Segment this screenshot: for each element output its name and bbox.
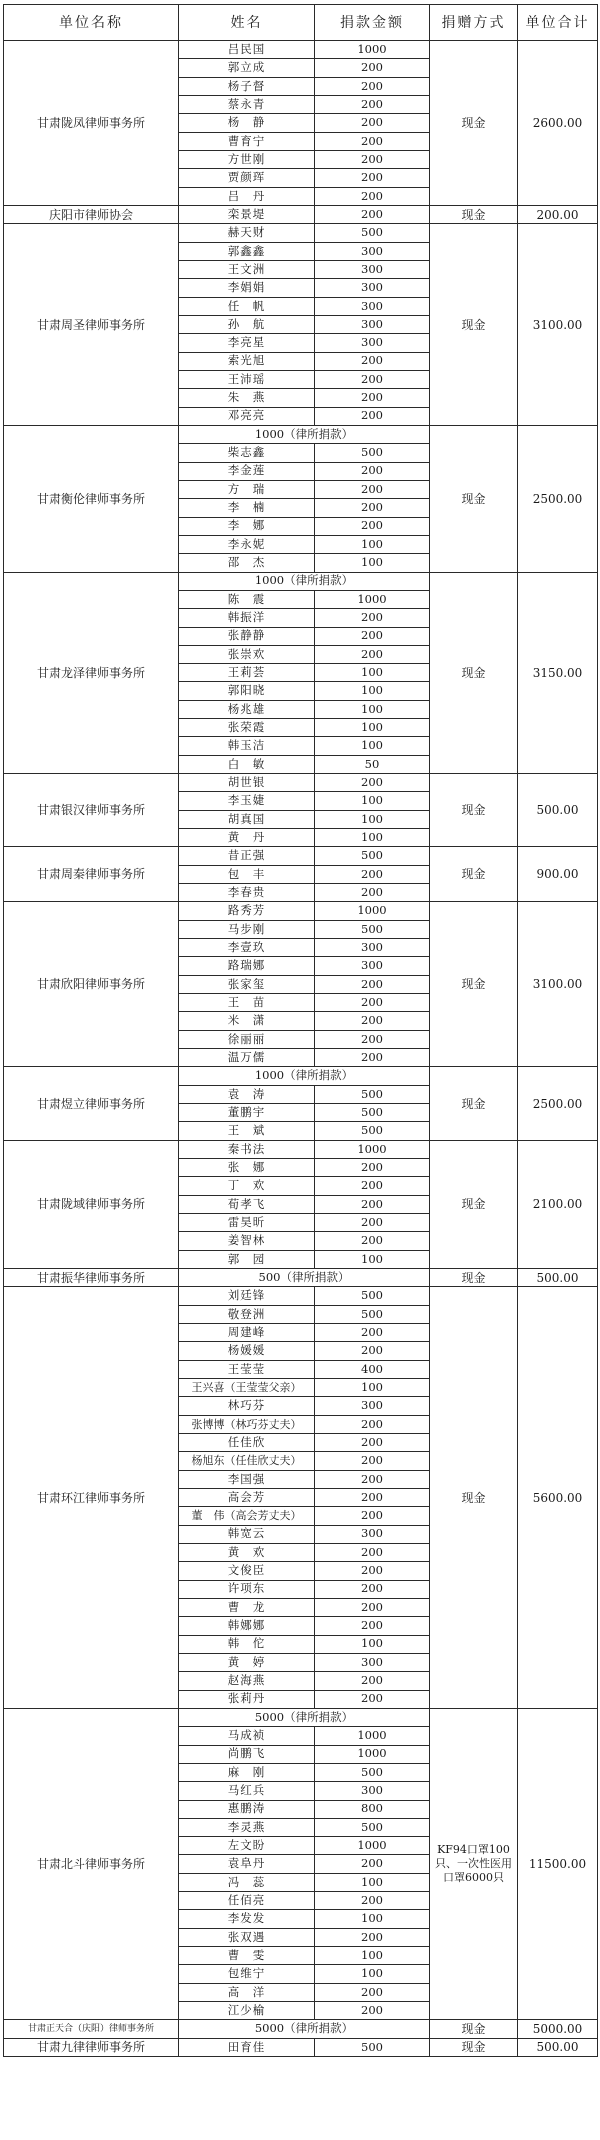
amount-cell: 500 — [315, 1085, 430, 1103]
header-unit-name: 单位名称 — [4, 5, 179, 41]
amount-cell: 200 — [315, 645, 430, 663]
header-row — [4, 5, 598, 41]
amount-cell: 300 — [315, 297, 430, 315]
amount-cell: 200 — [315, 1452, 430, 1470]
person-name-cell: 马步刚 — [179, 920, 315, 938]
table-row — [4, 41, 598, 59]
unit-name-cell: 甘肃陇域律师事务所 — [4, 1140, 179, 1268]
amount-cell: 500 — [315, 1305, 430, 1323]
amount-cell: 200 — [315, 407, 430, 425]
person-name-cell: 秦书法 — [179, 1140, 315, 1158]
amount-cell: 200 — [315, 1195, 430, 1213]
person-name-cell: 惠鹏涛 — [179, 1800, 315, 1818]
amount-cell: 200 — [315, 389, 430, 407]
person-name-cell: 王 苗 — [179, 994, 315, 1012]
amount-cell: 500 — [315, 2038, 430, 2056]
unit-total-cell: 2100.00 — [518, 1140, 598, 1268]
person-name-cell: 林巧芬 — [179, 1397, 315, 1415]
person-name-cell: 董 伟（高会芳丈夫） — [179, 1507, 315, 1525]
amount-cell: 100 — [315, 554, 430, 572]
table-row — [4, 1067, 598, 1085]
header-unit-total: 单位合计 — [518, 5, 598, 41]
person-name-cell: 黄 婷 — [179, 1653, 315, 1671]
amount-cell: 200 — [315, 1928, 430, 1946]
person-name-cell: 文俊臣 — [179, 1562, 315, 1580]
donation-sheet — [3, 4, 597, 2057]
amount-cell: 200 — [315, 187, 430, 205]
person-name-cell: 李壹玖 — [179, 939, 315, 957]
table-row — [4, 2038, 598, 2056]
donation-method-cell: 现金 — [430, 2038, 518, 2056]
person-name-cell: 张 娜 — [179, 1159, 315, 1177]
amount-cell: 200 — [315, 1433, 430, 1451]
amount-cell: 100 — [315, 737, 430, 755]
amount-cell: 400 — [315, 1360, 430, 1378]
amount-cell: 300 — [315, 1525, 430, 1543]
person-name-cell: 张荣霞 — [179, 719, 315, 737]
amount-cell: 200 — [315, 1342, 430, 1360]
person-name-cell: 韩 佗 — [179, 1635, 315, 1653]
donation-method-cell: 现金 — [430, 572, 518, 774]
firm-donation-cell: 5000（律所捐款） — [179, 1708, 430, 1726]
person-name-cell: 韩振洋 — [179, 609, 315, 627]
amount-cell: 200 — [315, 1983, 430, 2001]
amount-cell: 300 — [315, 315, 430, 333]
person-name-cell: 杨媛媛 — [179, 1342, 315, 1360]
person-name-cell: 李娟娟 — [179, 279, 315, 297]
amount-cell: 200 — [315, 1855, 430, 1873]
amount-cell: 300 — [315, 334, 430, 352]
amount-cell: 300 — [315, 1782, 430, 1800]
unit-name-cell: 甘肃龙泽律师事务所 — [4, 572, 179, 774]
person-name-cell: 温万儒 — [179, 1049, 315, 1067]
person-name-cell: 韩玉洁 — [179, 737, 315, 755]
person-name-cell: 李灵燕 — [179, 1818, 315, 1836]
unit-name-cell: 甘肃正天合（庆阳）律师事务所 — [4, 2020, 179, 2038]
donation-method-cell: 现金 — [430, 2020, 518, 2038]
amount-cell: 200 — [315, 994, 430, 1012]
person-name-cell: 许项东 — [179, 1580, 315, 1598]
person-name-cell: 郭立成 — [179, 59, 315, 77]
amount-cell: 100 — [315, 1947, 430, 1965]
unit-name-cell: 甘肃九律律师事务所 — [4, 2038, 179, 2056]
table-body — [4, 41, 598, 2057]
person-name-cell: 路秀芳 — [179, 902, 315, 920]
person-name-cell: 韩娜娜 — [179, 1617, 315, 1635]
amount-cell: 1000 — [315, 902, 430, 920]
amount-cell: 500 — [315, 920, 430, 938]
person-name-cell: 黄 丹 — [179, 829, 315, 847]
person-name-cell: 任佳欣 — [179, 1433, 315, 1451]
table-row — [4, 1140, 598, 1158]
unit-name-cell: 甘肃周圣律师事务所 — [4, 224, 179, 426]
person-name-cell: 袁阜丹 — [179, 1855, 315, 1873]
person-name-cell: 周建峰 — [179, 1323, 315, 1341]
amount-cell: 300 — [315, 939, 430, 957]
person-name-cell: 王 斌 — [179, 1122, 315, 1140]
amount-cell: 100 — [315, 719, 430, 737]
amount-cell: 200 — [315, 1030, 430, 1048]
person-name-cell: 郭阳晓 — [179, 682, 315, 700]
person-name-cell: 田育佳 — [179, 2038, 315, 2056]
person-name-cell: 米 潇 — [179, 1012, 315, 1030]
unit-total-cell: 200.00 — [518, 205, 598, 223]
person-name-cell: 柴志鑫 — [179, 444, 315, 462]
firm-donation-cell: 500（律所捐款） — [179, 1268, 430, 1286]
person-name-cell: 吕民国 — [179, 41, 315, 59]
person-name-cell: 王文洲 — [179, 260, 315, 278]
amount-cell: 100 — [315, 700, 430, 718]
person-name-cell: 昔正强 — [179, 847, 315, 865]
table-row — [4, 1287, 598, 1305]
person-name-cell: 邵 杰 — [179, 554, 315, 572]
table-row — [4, 902, 598, 920]
person-name-cell: 江少榆 — [179, 2002, 315, 2020]
person-name-cell: 陈 震 — [179, 590, 315, 608]
amount-cell: 200 — [315, 499, 430, 517]
amount-cell: 300 — [315, 1397, 430, 1415]
donation-method-cell: 现金 — [430, 425, 518, 572]
table-row — [4, 572, 598, 590]
person-name-cell: 包维宁 — [179, 1965, 315, 1983]
person-name-cell: 朱 燕 — [179, 389, 315, 407]
person-name-cell: 张崇欢 — [179, 645, 315, 663]
donation-method-cell: 现金 — [430, 1287, 518, 1709]
person-name-cell: 敬登洲 — [179, 1305, 315, 1323]
donation-method-cell: 现金 — [430, 1140, 518, 1268]
person-name-cell: 贾颜珲 — [179, 169, 315, 187]
amount-cell: 200 — [315, 1159, 430, 1177]
person-name-cell: 包 丰 — [179, 865, 315, 883]
unit-name-cell: 甘肃北斗律师事务所 — [4, 1708, 179, 2020]
person-name-cell: 李永妮 — [179, 535, 315, 553]
person-name-cell: 杨子督 — [179, 77, 315, 95]
unit-name-cell: 庆阳市律师协会 — [4, 205, 179, 223]
amount-cell: 300 — [315, 260, 430, 278]
donation-method-cell: 现金 — [430, 774, 518, 847]
amount-cell: 200 — [315, 1617, 430, 1635]
amount-cell: 1000 — [315, 1837, 430, 1855]
amount-cell: 200 — [315, 1323, 430, 1341]
amount-cell: 200 — [315, 1470, 430, 1488]
person-name-cell: 刘廷锋 — [179, 1287, 315, 1305]
amount-cell: 1000 — [315, 1140, 430, 1158]
amount-cell: 200 — [315, 865, 430, 883]
person-name-cell: 李发发 — [179, 1910, 315, 1928]
amount-cell: 200 — [315, 114, 430, 132]
amount-cell: 300 — [315, 1653, 430, 1671]
person-name-cell: 张双遇 — [179, 1928, 315, 1946]
unit-name-cell: 甘肃欣阳律师事务所 — [4, 902, 179, 1067]
donation-method-cell: 现金 — [430, 902, 518, 1067]
person-name-cell: 李国强 — [179, 1470, 315, 1488]
amount-cell: 200 — [315, 1415, 430, 1433]
donation-method-cell: 现金 — [430, 224, 518, 426]
unit-total-cell: 900.00 — [518, 847, 598, 902]
firm-donation-cell: 1000（律所捐款） — [179, 572, 430, 590]
person-name-cell: 胡真国 — [179, 810, 315, 828]
amount-cell: 200 — [315, 370, 430, 388]
person-name-cell: 高 洋 — [179, 1983, 315, 2001]
person-name-cell: 韩宽云 — [179, 1525, 315, 1543]
amount-cell: 100 — [315, 1378, 430, 1396]
table-row — [4, 774, 598, 792]
amount-cell: 200 — [315, 95, 430, 113]
person-name-cell: 任 帆 — [179, 297, 315, 315]
firm-donation-cell: 5000（律所捐款） — [179, 2020, 430, 2038]
amount-cell: 200 — [315, 1232, 430, 1250]
amount-cell: 200 — [315, 480, 430, 498]
amount-cell: 200 — [315, 1012, 430, 1030]
person-name-cell: 郭 园 — [179, 1250, 315, 1268]
amount-cell: 500 — [315, 847, 430, 865]
person-name-cell: 郭鑫鑫 — [179, 242, 315, 260]
amount-cell: 200 — [315, 1507, 430, 1525]
amount-cell: 200 — [315, 1177, 430, 1195]
amount-cell: 50 — [315, 755, 430, 773]
amount-cell: 1000 — [315, 590, 430, 608]
amount-cell: 100 — [315, 810, 430, 828]
amount-cell: 100 — [315, 792, 430, 810]
amount-cell: 200 — [315, 1598, 430, 1616]
table-row — [4, 425, 598, 443]
person-name-cell: 张家玺 — [179, 975, 315, 993]
person-name-cell: 李玉婕 — [179, 792, 315, 810]
person-name-cell: 董鹏宇 — [179, 1104, 315, 1122]
amount-cell: 200 — [315, 627, 430, 645]
amount-cell: 500 — [315, 1104, 430, 1122]
person-name-cell: 丁 欢 — [179, 1177, 315, 1195]
amount-cell: 1000 — [315, 1745, 430, 1763]
amount-cell: 300 — [315, 242, 430, 260]
table-row — [4, 224, 598, 242]
person-name-cell: 邓亮亮 — [179, 407, 315, 425]
amount-cell: 200 — [315, 205, 430, 223]
amount-cell: 200 — [315, 150, 430, 168]
person-name-cell: 高会芳 — [179, 1488, 315, 1506]
person-name-cell: 吕 丹 — [179, 187, 315, 205]
person-name-cell: 冯 蕊 — [179, 1873, 315, 1891]
person-name-cell: 马成祯 — [179, 1727, 315, 1745]
amount-cell: 200 — [315, 77, 430, 95]
person-name-cell: 王莹莹 — [179, 1360, 315, 1378]
person-name-cell: 索光旭 — [179, 352, 315, 370]
amount-cell: 200 — [315, 1892, 430, 1910]
amount-cell: 100 — [315, 682, 430, 700]
person-name-cell: 杨兆雄 — [179, 700, 315, 718]
person-name-cell: 王兴喜（王莹莹父亲） — [179, 1378, 315, 1396]
amount-cell: 100 — [315, 1965, 430, 1983]
unit-name-cell: 甘肃陇凤律师事务所 — [4, 41, 179, 206]
table-row — [4, 1708, 598, 1726]
amount-cell: 200 — [315, 59, 430, 77]
amount-cell: 200 — [315, 517, 430, 535]
amount-cell: 200 — [315, 1562, 430, 1580]
unit-name-cell: 甘肃环江律师事务所 — [4, 1287, 179, 1709]
amount-cell: 200 — [315, 132, 430, 150]
amount-cell: 200 — [315, 884, 430, 902]
donation-method-cell: 现金 — [430, 847, 518, 902]
person-name-cell: 张莉丹 — [179, 1690, 315, 1708]
amount-cell: 100 — [315, 1635, 430, 1653]
amount-cell: 1000 — [315, 1727, 430, 1745]
person-name-cell: 任佰亮 — [179, 1892, 315, 1910]
person-name-cell: 曹育宁 — [179, 132, 315, 150]
person-name-cell: 曹 龙 — [179, 1598, 315, 1616]
person-name-cell: 赫天财 — [179, 224, 315, 242]
unit-total-cell: 500.00 — [518, 2038, 598, 2056]
person-name-cell: 李 楠 — [179, 499, 315, 517]
donation-table — [3, 4, 598, 2057]
person-name-cell: 曹 雯 — [179, 1947, 315, 1965]
unit-total-cell: 500.00 — [518, 774, 598, 847]
amount-cell: 200 — [315, 1214, 430, 1232]
unit-name-cell: 甘肃煜立律师事务所 — [4, 1067, 179, 1140]
person-name-cell: 孙 航 — [179, 315, 315, 333]
amount-cell: 200 — [315, 462, 430, 480]
firm-donation-cell: 1000（律所捐款） — [179, 1067, 430, 1085]
person-name-cell: 栾景堤 — [179, 205, 315, 223]
amount-cell: 100 — [315, 829, 430, 847]
person-name-cell: 蔡永青 — [179, 95, 315, 113]
person-name-cell: 李亮星 — [179, 334, 315, 352]
person-name-cell: 姜智林 — [179, 1232, 315, 1250]
donation-method-cell: 现金 — [430, 41, 518, 206]
unit-total-cell: 2500.00 — [518, 425, 598, 572]
amount-cell: 200 — [315, 1580, 430, 1598]
amount-cell: 300 — [315, 957, 430, 975]
person-name-cell: 王莉荟 — [179, 664, 315, 682]
unit-total-cell: 3100.00 — [518, 224, 598, 426]
person-name-cell: 路瑞娜 — [179, 957, 315, 975]
donation-method-cell: 现金 — [430, 205, 518, 223]
person-name-cell: 雷昊昕 — [179, 1214, 315, 1232]
unit-total-cell: 2500.00 — [518, 1067, 598, 1140]
header-person-name: 姓名 — [179, 5, 315, 41]
person-name-cell: 杨 静 — [179, 114, 315, 132]
person-name-cell: 杨旭东（任佳欣丈夫） — [179, 1452, 315, 1470]
donation-method-cell: KF94口罩100只、一次性医用口罩6000只 — [430, 1708, 518, 2020]
amount-cell: 200 — [315, 2002, 430, 2020]
person-name-cell: 张静静 — [179, 627, 315, 645]
amount-cell: 800 — [315, 1800, 430, 1818]
table-row — [4, 1268, 598, 1286]
amount-cell: 200 — [315, 169, 430, 187]
unit-total-cell: 3100.00 — [518, 902, 598, 1067]
amount-cell: 200 — [315, 774, 430, 792]
header-method: 捐赠方式 — [430, 5, 518, 41]
amount-cell: 200 — [315, 1672, 430, 1690]
amount-cell: 500 — [315, 1818, 430, 1836]
donation-method-cell: 现金 — [430, 1067, 518, 1140]
person-name-cell: 方 瑞 — [179, 480, 315, 498]
amount-cell: 100 — [315, 1873, 430, 1891]
person-name-cell: 黄 欢 — [179, 1543, 315, 1561]
table-row — [4, 2020, 598, 2038]
person-name-cell: 李 娜 — [179, 517, 315, 535]
person-name-cell: 荀孝飞 — [179, 1195, 315, 1213]
amount-cell: 200 — [315, 352, 430, 370]
amount-cell: 200 — [315, 1690, 430, 1708]
unit-name-cell: 甘肃银汉律师事务所 — [4, 774, 179, 847]
amount-cell: 200 — [315, 1488, 430, 1506]
person-name-cell: 白 敏 — [179, 755, 315, 773]
person-name-cell: 方世刚 — [179, 150, 315, 168]
person-name-cell: 马红兵 — [179, 1782, 315, 1800]
person-name-cell: 李春贵 — [179, 884, 315, 902]
firm-donation-cell: 1000（律所捐款） — [179, 425, 430, 443]
header-amount: 捐款金额 — [315, 5, 430, 41]
unit-name-cell: 甘肃衡伦律师事务所 — [4, 425, 179, 572]
table-row — [4, 847, 598, 865]
donation-method-cell: 现金 — [430, 1268, 518, 1286]
amount-cell: 500 — [315, 1122, 430, 1140]
amount-cell: 200 — [315, 975, 430, 993]
amount-cell: 300 — [315, 279, 430, 297]
person-name-cell: 左文盼 — [179, 1837, 315, 1855]
person-name-cell: 徐丽丽 — [179, 1030, 315, 1048]
person-name-cell: 尚鹏飞 — [179, 1745, 315, 1763]
person-name-cell: 麻 刚 — [179, 1763, 315, 1781]
person-name-cell: 袁 涛 — [179, 1085, 315, 1103]
table-row — [4, 205, 598, 223]
unit-total-cell: 5600.00 — [518, 1287, 598, 1709]
unit-name-cell: 甘肃振华律师事务所 — [4, 1268, 179, 1286]
amount-cell: 100 — [315, 664, 430, 682]
person-name-cell: 张博博（林巧芬丈夫） — [179, 1415, 315, 1433]
amount-cell: 500 — [315, 444, 430, 462]
unit-total-cell: 11500.00 — [518, 1708, 598, 2020]
unit-name-cell: 甘肃周秦律师事务所 — [4, 847, 179, 902]
person-name-cell: 胡世银 — [179, 774, 315, 792]
amount-cell: 500 — [315, 1763, 430, 1781]
amount-cell: 100 — [315, 535, 430, 553]
amount-cell: 200 — [315, 609, 430, 627]
amount-cell: 100 — [315, 1910, 430, 1928]
unit-total-cell: 2600.00 — [518, 41, 598, 206]
unit-total-cell: 500.00 — [518, 1268, 598, 1286]
unit-total-cell: 3150.00 — [518, 572, 598, 774]
person-name-cell: 王沛瑶 — [179, 370, 315, 388]
amount-cell: 500 — [315, 1287, 430, 1305]
amount-cell: 1000 — [315, 41, 430, 59]
person-name-cell: 李金莲 — [179, 462, 315, 480]
amount-cell: 200 — [315, 1049, 430, 1067]
amount-cell: 100 — [315, 1250, 430, 1268]
amount-cell: 200 — [315, 1543, 430, 1561]
person-name-cell: 赵海燕 — [179, 1672, 315, 1690]
amount-cell: 500 — [315, 224, 430, 242]
unit-total-cell: 5000.00 — [518, 2020, 598, 2038]
